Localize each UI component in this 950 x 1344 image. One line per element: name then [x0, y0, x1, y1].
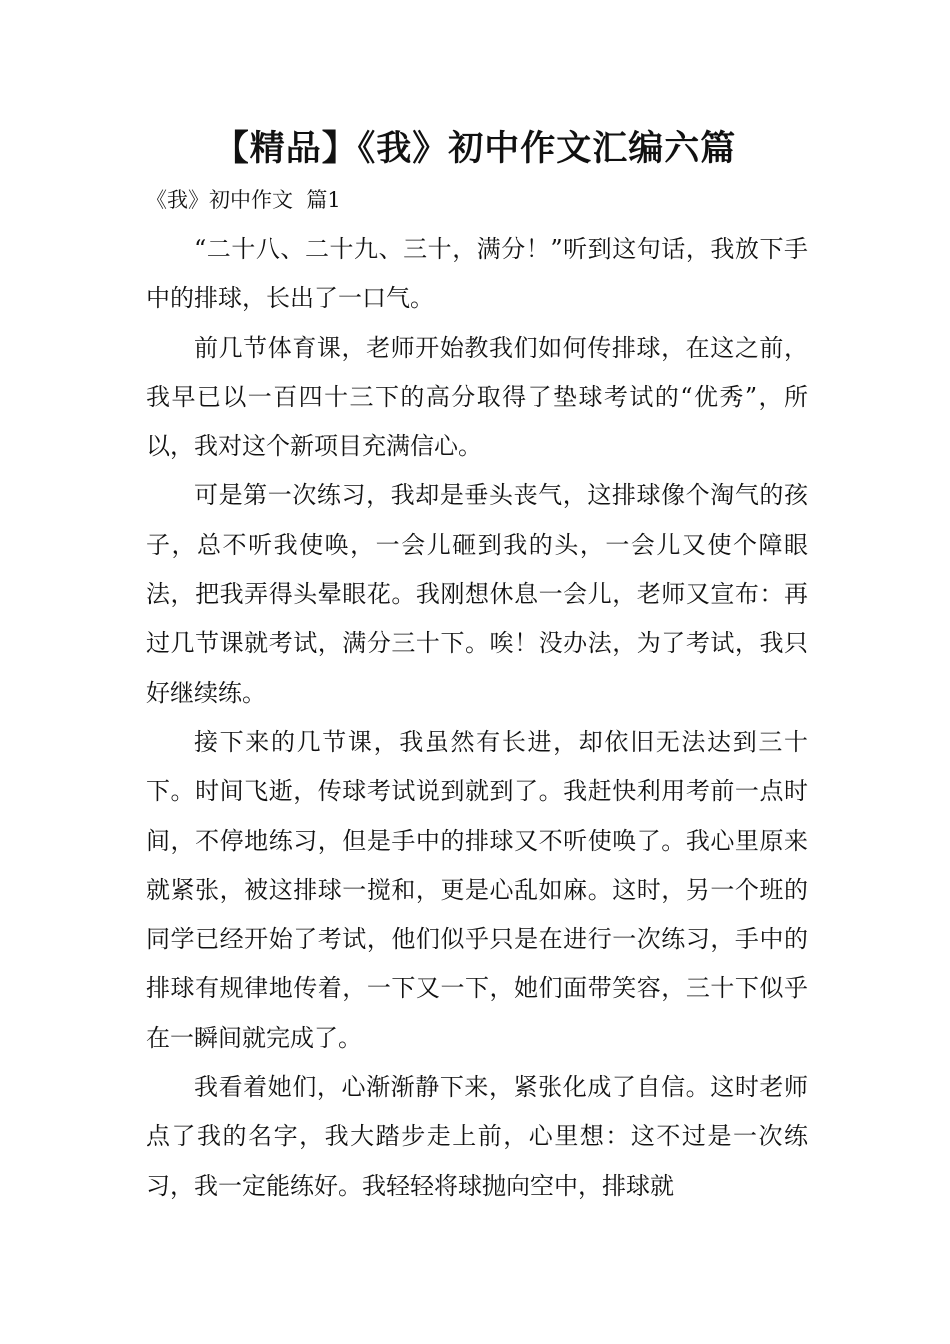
essay-body: [146, 225, 808, 1211]
section-heading: 《我》初中作文 篇1: [146, 188, 341, 212]
paragraph-5: 我看着她们，心渐渐静下来，紧张化成了自信。这时老师点了我的名字，我大踏步走上前，心里想：这不过是一次练习，我一定能练好。我轻轻将球抛向空中，排球就: [146, 1073, 808, 1200]
paragraph-1: “二十八、二十九、三十，满分！”听到这句话，我放下手中的排球，长出了一口气。: [146, 235, 808, 313]
paragraph-2: 前几节体育课，老师开始教我们如何传排球，在这之前，我早已以一百四十三下的高分取得了垫球考试的“优秀”，所以，我对这个新项目充满信心。: [146, 333, 808, 461]
paragraph-3: 可是第一次练习，我却是垂头丧气，这排球像个淘气的孩子，总不听我使唤，一会儿砸到我的头，一会儿又使个障眼法，把我弄得头晕眼花。我刚想休息一会儿，老师又宣布：再过几节课就考试，满分三十下。唉！没办法，为了考试，我只好继续练。: [146, 481, 808, 707]
paragraph-4: 接下来的几节课，我虽然有长进，却依旧无法达到三十下。时间飞逝，传球考试说到就到了。我赶快利用考前一点时间，不停地练习，但是手中的排球又不听使唤了。我心里原来就紧张，被这排球一搅和，更是心乱如麻。这时，另一个班的同学已经开始了考试，他们似乎只是在进行一次练习，手中的排球有规律地传着，一下又一下，她们面带笑容，三十下似乎在一瞬间就完成了。: [146, 727, 808, 1052]
document-title: 【精品】《我》初中作文汇编六篇: [213, 129, 737, 169]
